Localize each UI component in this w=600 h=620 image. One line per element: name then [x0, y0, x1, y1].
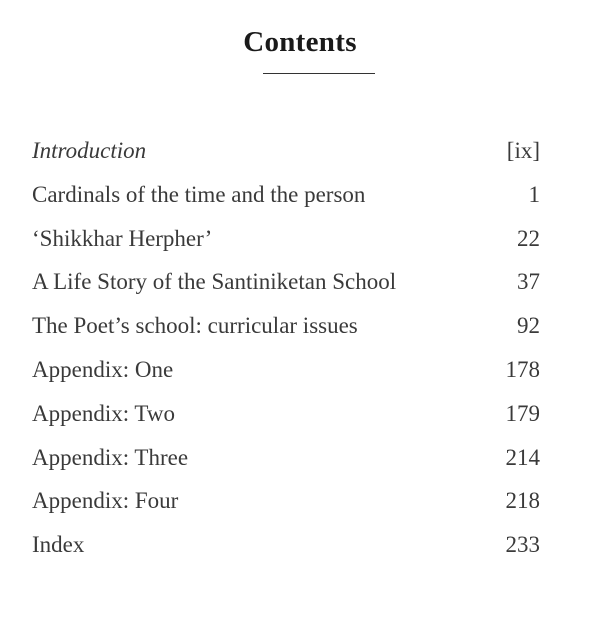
toc-entry-shikkhar-herpher[interactable]	[32, 226, 540, 270]
toc-entry-page: 214	[505, 444, 540, 470]
toc-entry-title: Appendix: Four	[32, 488, 179, 514]
toc-entry-appendix-one[interactable]	[32, 357, 540, 401]
toc-entry-page: 233	[505, 532, 540, 558]
toc-entry-page: 218	[505, 488, 540, 514]
toc-entry-page: 178	[505, 356, 540, 382]
toc-entry-poets-school[interactable]	[32, 313, 540, 357]
toc-entry-title: Index	[32, 532, 85, 558]
toc-entry-page: [ix]	[506, 138, 540, 163]
toc-entry-title: ‘Shikkhar Herpher’	[32, 225, 213, 251]
toc-entry-life-story[interactable]	[32, 269, 540, 313]
toc-entry-page: 1	[528, 181, 540, 207]
toc-entry-title: Appendix: Three	[32, 444, 189, 470]
toc-entry-page: 37	[517, 269, 540, 295]
toc-entry-appendix-two[interactable]	[32, 401, 540, 445]
contents-heading: Contents	[243, 26, 357, 58]
toc-entry-index[interactable]	[32, 532, 540, 576]
toc-entry-title: Introduction	[32, 138, 147, 163]
toc-entry-appendix-three[interactable]	[32, 445, 540, 489]
toc-entry-title: Cardinals of the time and the person	[32, 181, 366, 207]
toc-entry-title: Appendix: One	[32, 356, 174, 382]
toc-entry-cardinals[interactable]	[32, 182, 540, 226]
toc-entry-appendix-four[interactable]	[32, 488, 540, 532]
toc-entry-title: The Poet’s school: curricular issues	[32, 313, 358, 339]
toc-entry-introduction[interactable]	[32, 138, 540, 182]
toc-entry-page: 179	[505, 400, 540, 426]
toc-entry-title: Appendix: Two	[32, 400, 175, 426]
toc-entry-page: 92	[517, 313, 540, 339]
toc-entry-title: A Life Story of the Santiniketan School	[32, 269, 397, 295]
heading-underline	[263, 73, 375, 74]
toc-entry-page: 22	[517, 225, 540, 251]
toc-list	[32, 138, 540, 576]
